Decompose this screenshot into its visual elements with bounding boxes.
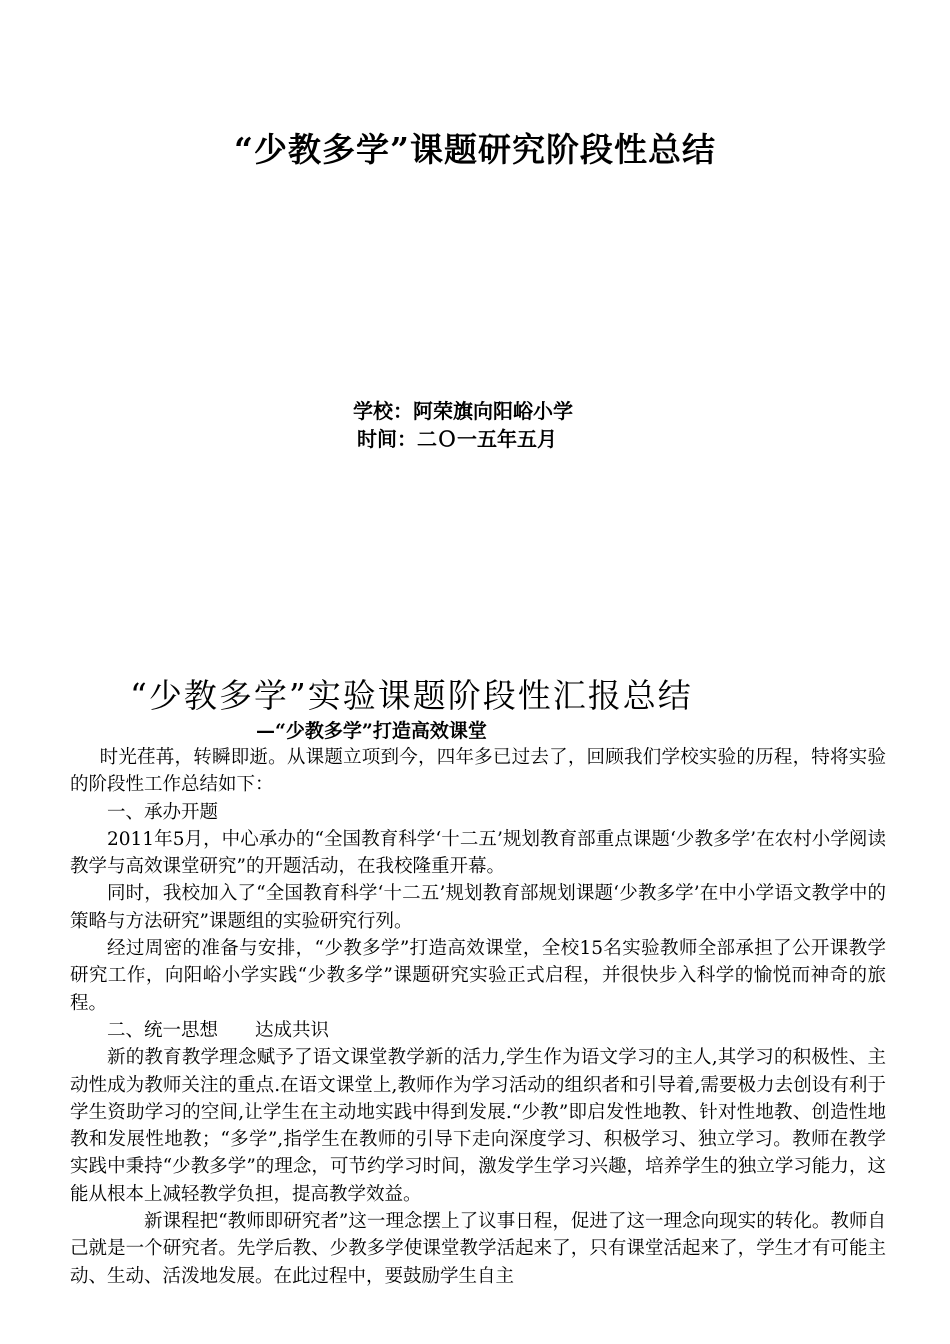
paragraph: 新课程把“教师即研究者”这一理念摆上了议事日程，促进了这一理念向现实的转化。教师自己就是一个研究者。先学后教、少教多学使课堂教学活起来了，只有课堂活起来了，学生才有可能主动、生动、活泼地发展。在此过程中，要鼓励学生自主: [70, 1211, 886, 1287]
section-heading-1: 一、承办开题: [107, 801, 219, 823]
paragraph: 新的教育教学理念赋予了语文课堂教学新的活力,学生作为语文学习的主人,其学习的积极性、主动性成为教师关注的重点.在语文课堂上,教师作为学习活动的组织者和引导着,需要极力去创设有利于学生资助学习的空间,让学生在主动地实践中得到发展.“少教”即启发性地教、针对性地教、创造性地教和发展性地教；“多学”,指学生在教师的引导下走向深度学习、积极学习、独立学习。教师在教学实践中秉持“少教多学”的理念，可节约学习时间，激发学生学习兴趣，培养学生的独立学习能力，这能从根本上减轻教学负担，提高教学效益。: [70, 1047, 886, 1205]
paragraph: 经过周密的准备与安排，“少教多学”打造高效课堂，全校15名实验教师全部承担了公开课教学研究工作，向阳峪小学实践“少教多学”课题研究实验正式启程，并很快步入科学的愉悦而神奇的旅程。: [70, 938, 886, 1014]
paragraph: 同时，我校加入了“全国教育科学‘十二五’规划教育部规划课题‘少教多学’在中小学语文教学中的策略与方法研究”课题组的实验研究行列。: [70, 883, 886, 932]
paragraph: 2011年5月，中心承办的“全国教育科学‘十二五’规划教育部重点课题‘少教多学’在农村小学阅读教学与高效课堂研究”的开题活动，在我校隆重开幕。: [70, 828, 886, 878]
document-meta: [353, 397, 573, 453]
report-subtitle: —“少教多学”打造高效课堂: [256, 720, 487, 742]
report-title: “少教多学”实验课题阶段性汇报总结: [130, 676, 693, 715]
section-heading-2: 二、统一思想 达成共识: [107, 1019, 330, 1041]
school-line: 学校：阿荣旗向阳峪小学: [353, 399, 573, 423]
report-body: [70, 744, 886, 1290]
paragraph-intro: 时光荏苒，转瞬即逝。从课题立项到今，四年多已过去了，回顾我们学校实验的历程，特将实验的阶段性工作总结如下：: [70, 747, 886, 796]
document-title: “少教多学”课题研究阶段性总结: [234, 130, 716, 169]
time-line: 时间：二Ｏ一五年五月: [357, 427, 557, 451]
